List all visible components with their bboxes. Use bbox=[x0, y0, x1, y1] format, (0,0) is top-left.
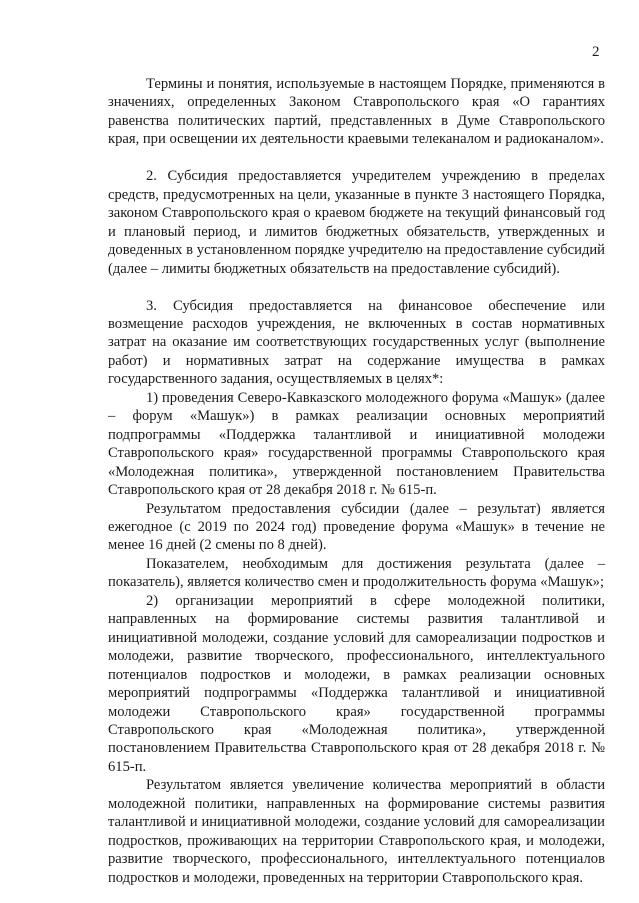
page-number: 2 bbox=[592, 44, 600, 60]
paragraph-subitem-2: 2) организации мероприятий в сфере молодежной политики, направленных на формирование системы развития талантливой и инициативной молодежи, создание условий для самореализации подростков и молодежи, развитие творческого, профессионального, интеллектуального потенциалов подростков и молодежи, в рамках реализации основных мероприятий подпрограммы «Поддержка талантливой и инициативной молодежи Ставропольского края» государственной программы Ставропольского края «Молодежная политика», утвержденной постановлением Правительства Ставропольского края от 28 декабря 2018 г. № 615-п. bbox=[108, 592, 605, 775]
paragraph-result-2: Результатом является увеличение количества мероприятий в области молодежной политики, направленных на формирование системы развития талантливой и инициативной молодежи, создание условий для самореализации подростков, проживающих на территории Ставропольского края, и молодежи, развитие творческого, профессионального, интеллектуального потенциалов подростков и молодежи, проведенных на территории Ставропольского края. bbox=[108, 777, 605, 886]
paragraph-result-1: Результатом предоставления субсидии (далее – результат) является ежегодное (с 2019 по 2024 год) проведение форума «Машук» в течение не менее 16 дней (2 смены по 8 дней). bbox=[108, 500, 605, 554]
paragraph-subitem-1: 1) проведения Северо-Кавказского молодежного форума «Машук» (далее – форум «Машук») в рамках реализации основных мероприятий подпрограммы «Поддержка талантливой и инициативной молодежи Ставропольского края» государственной программы Ставропольского края «Молодежная политика», утвержденной постановлением Правительства Ставропольского края от 28 декабря 2018 г. № 615-п. bbox=[108, 389, 605, 499]
paragraph-item-3: 3. Субсидия предоставляется на финансовое обеспечение или возмещение расходов учреждения, не включенных в состав нормативных затрат на оказание им соответствующих государственных услуг (выполнение работ) и нормативных затрат на содержание имущества в рамках государственного задания, осуществляемых в целях*: bbox=[108, 297, 605, 388]
paragraph-terms: Термины и понятия, используемые в настоящем Порядке, применяются в значениях, определенных Законом Ставропольского края «О гарантиях равенства политических партий, представленных в Думе Ставропольского края, при освещении их деятельности краевыми телеканалом и радиоканалом». bbox=[108, 76, 605, 148]
document-body bbox=[108, 75, 605, 887]
paragraph-item-2: 2. Субсидия предоставляется учредителем учреждению в пределах средств, предусмотренных на цели, указанные в пункте 3 настоящего Порядка, законом Ставропольского края о краевом бюджете на текущий финансовый год и плановый период, и лимитов бюджетных обязательств, утвержденных и доведенных в установленном порядке учредителю на предоставление субсидий (далее – лимиты бюджетных обязательств на предоставление субсидий). bbox=[108, 168, 605, 277]
paragraph-indicator-1: Показателем, необходимым для достижения результата (далее – показатель), является количество смен и продолжительность форума «Машук»; bbox=[108, 555, 605, 591]
